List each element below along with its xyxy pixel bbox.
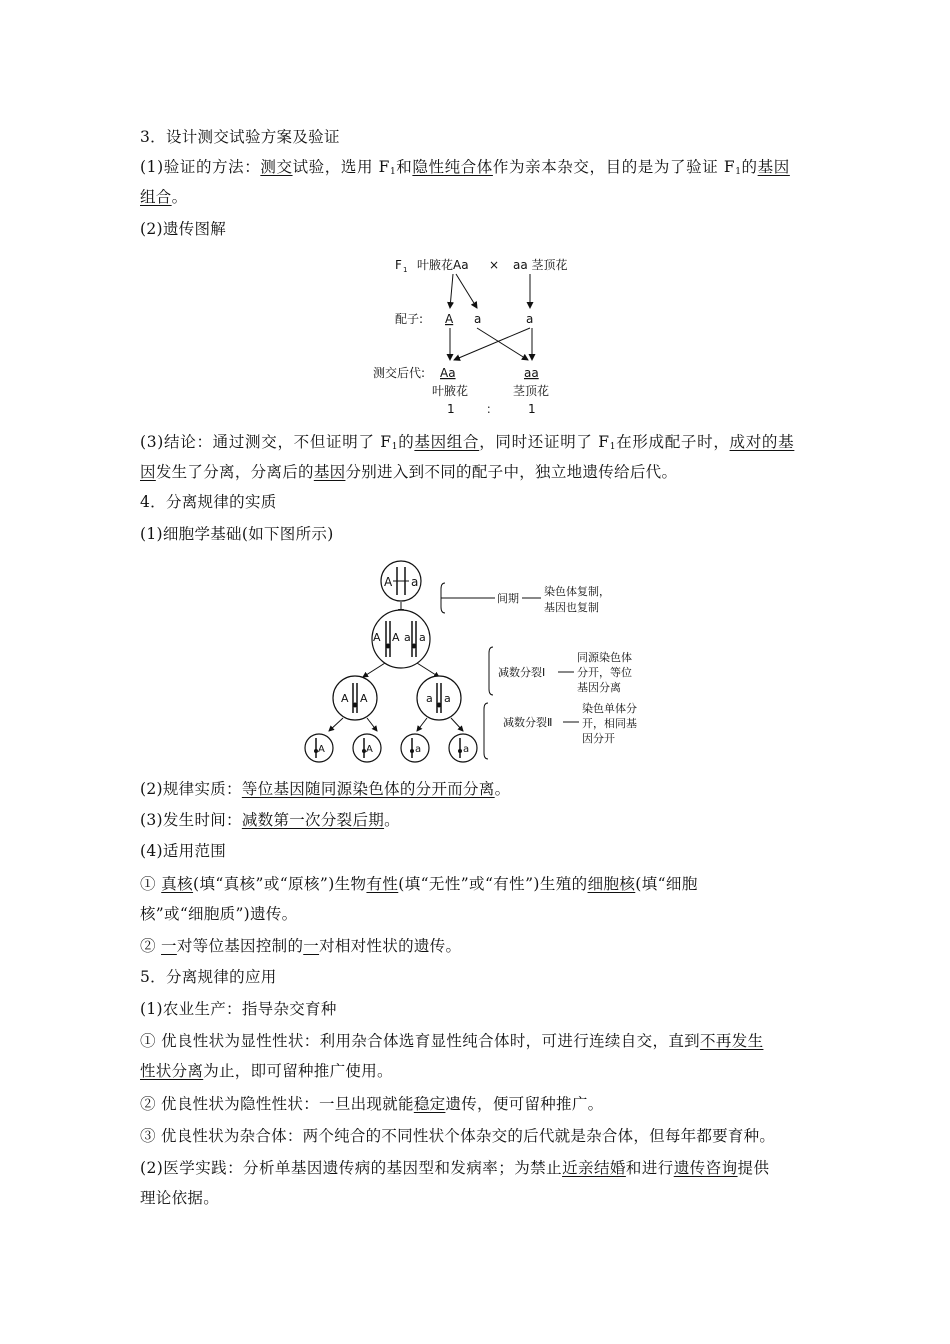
text: 和进行 [625, 1159, 674, 1177]
stage-desc: 因分开 [582, 732, 615, 745]
gamete-a-1: a [474, 312, 482, 326]
text: 。 [171, 188, 188, 206]
answer-blank: 一 [161, 937, 177, 955]
stage-interphase: 间期 [497, 592, 519, 605]
allele: A [366, 744, 373, 755]
stage-desc: 染色单体分 [582, 702, 637, 715]
offspring-label: 测交后代: [373, 366, 426, 380]
stage-desc: 分开，等位 [577, 666, 632, 679]
answer-blank: 细胞核 [587, 875, 636, 893]
f1-subscript: 1 [403, 266, 408, 274]
text: (填“细胞 [635, 875, 698, 893]
sec4-p3 [140, 810, 820, 830]
gamete-cell-2 [353, 734, 381, 762]
text: 在形成配子时， [616, 433, 730, 451]
sec4-p4: (4)适用范围 [140, 842, 227, 860]
answer-blank: 不再发生 [700, 1032, 764, 1050]
text: (填“真核”或“原核”)生物 [193, 875, 367, 893]
answer-blank: 组合 [140, 188, 172, 206]
text: (2)规律实质： [140, 780, 242, 798]
ratio-separator: ： [486, 402, 499, 416]
sec4-p1: (1)细胞学基础(如下图所示) [140, 525, 334, 543]
text: 作为亲本杂交，目的是为了验证 F [492, 158, 736, 176]
parent-2: aa 茎顶花 [513, 258, 568, 272]
gamete-label: 配子: [395, 312, 424, 326]
allele: A [341, 692, 349, 705]
answer-blank: 真核 [161, 875, 194, 893]
allele: A [373, 631, 381, 644]
offspring-phenotype-1: 叶腋花 [432, 384, 469, 398]
text: 分别进入到不同的配子中，独立地遗传给后代。 [345, 463, 678, 481]
subscript: 1 [609, 442, 617, 452]
allele: a [419, 631, 426, 644]
offspring-Aa: Aa [440, 366, 456, 380]
text: 的 [741, 158, 758, 176]
stage-desc: 基因也复制 [544, 601, 599, 614]
allele: a [426, 692, 433, 705]
text: 发生了分离，分离后的 [155, 463, 314, 481]
gamete-a-2: a [526, 312, 534, 326]
section-4-heading: 4．分离规律的实质 [140, 493, 277, 511]
allele: a [444, 692, 451, 705]
sec3-p3-line2 [140, 462, 820, 482]
sec4-p5-line1 [140, 874, 820, 894]
text: ① 优良性状为显性性状：利用杂合体选育显性纯合体时，可进行连续自交，直到 [140, 1032, 701, 1050]
answer-blank: 基因 [757, 158, 790, 176]
answer-blank: 成对的基 [729, 433, 795, 451]
arrow [477, 328, 528, 360]
parent-1: 叶腋花Aa [417, 258, 469, 272]
answer-blank: 基因 [313, 463, 346, 481]
text: 遗传，便可留种推广。 [445, 1095, 604, 1113]
text: (3)发生时间： [140, 811, 242, 829]
text: 对等位基因控制的 [176, 937, 304, 955]
sec4-p5-line2: 核”或“细胞质”)遗传。 [140, 905, 298, 923]
text: 和 [396, 158, 413, 176]
answer-blank: 隐性纯合体 [412, 158, 493, 176]
subscript: 1 [391, 442, 399, 452]
sec5-p2-line2 [140, 1061, 820, 1081]
text: (填“无性”或“有性”)生殖的 [398, 875, 588, 893]
stage-meiosis-2: 减数分裂Ⅱ [503, 716, 553, 729]
cell-meiosis-1-right [417, 676, 461, 720]
answer-blank: 遗传咨询 [673, 1159, 738, 1177]
sec5-p2-line1 [140, 1031, 820, 1051]
stage-desc: 染色体复制， [544, 585, 610, 598]
allele: A [360, 692, 368, 705]
answer-blank: 一 [303, 937, 320, 955]
offspring-aa: aa [524, 366, 539, 380]
sec3-p1-line2 [140, 187, 820, 207]
answer-blank: 稳定 [413, 1095, 446, 1113]
f1-label: F [395, 258, 402, 272]
section-5-heading: 5．分离规律的应用 [140, 968, 277, 986]
section-3-heading: 3．设计测交试验方案及验证 [140, 128, 340, 146]
answer-blank: 近亲结婚 [562, 1159, 626, 1177]
sec4-p6 [140, 936, 820, 956]
text: 。 [384, 811, 400, 829]
cell-interphase [381, 561, 421, 601]
sec3-p3-line1 [140, 432, 820, 457]
sec5-p3 [140, 1094, 820, 1114]
text: (2)医学实践：分析单基因遗传病的基因型和发病率；为禁止 [140, 1159, 563, 1177]
text: ，同时还证明了 F [479, 433, 610, 451]
subscript: 1 [735, 167, 742, 177]
sec5-p5-line1 [140, 1158, 820, 1178]
answer-blank: 减数第一次分裂后期 [241, 811, 385, 829]
offspring-phenotype-2: 茎顶花 [513, 384, 550, 398]
text: 对相对性状的遗传。 [319, 937, 462, 955]
text: 试验，选用 F [292, 158, 390, 176]
gamete-A: A [445, 312, 454, 326]
answer-blank: 性状分离 [140, 1062, 204, 1080]
text: 。 [494, 780, 511, 798]
cross-sign: × [489, 258, 500, 272]
answer-blank: 基因组合 [414, 433, 480, 451]
bracket [484, 703, 488, 759]
gamete-cell-1 [305, 734, 333, 762]
ratio-2: 1 [528, 402, 536, 416]
gamete-cell-3 [401, 734, 429, 762]
cell-meiosis-1-left [333, 676, 377, 720]
sec5-p4: ③ 优良性状为杂合体：两个纯合的不同性状个体杂交的后代就是杂合体，但每年都要育种。 [140, 1127, 776, 1145]
answer-blank: 因 [140, 463, 156, 481]
stage-desc: 开，相同基 [582, 717, 637, 730]
answer-blank: 测交 [260, 158, 293, 176]
arrow [456, 274, 477, 308]
allele: A [318, 744, 325, 755]
genetic-cross-diagram [360, 252, 600, 418]
allele: a [404, 631, 411, 644]
allele: a [415, 744, 422, 755]
sec3-p2: (2)遗传图解 [140, 220, 227, 238]
ratio-1: 1 [447, 402, 455, 416]
text: 的 [398, 433, 415, 451]
meiosis-diagram [295, 555, 675, 773]
sec3-p1-line1 [140, 157, 820, 182]
allele: A [384, 575, 393, 589]
subscript: 1 [389, 167, 397, 177]
stage-desc: 基因分离 [577, 681, 621, 694]
text: ① [140, 875, 162, 893]
text: (1)验证的方法： [140, 158, 261, 176]
text: 提供 [737, 1159, 770, 1177]
allele: a [411, 575, 419, 589]
allele: a [463, 744, 470, 755]
answer-blank: 有性 [366, 875, 399, 893]
sec4-p2 [140, 779, 820, 799]
answer-blank: 等位基因随同源染色体的分开而分离 [241, 780, 495, 798]
text: ② 优良性状为隐性性状：一旦出现就能 [140, 1095, 414, 1113]
gamete-cell-4 [449, 734, 477, 762]
arrow [450, 274, 453, 308]
arrow [454, 328, 530, 360]
text: ② [140, 937, 162, 955]
sec5-p1: (1)农业生产：指导杂交育种 [140, 1000, 337, 1018]
allele: A [392, 631, 400, 644]
stage-desc: 同源染色体 [577, 651, 632, 664]
bracket [489, 647, 493, 695]
cell-duplicated [372, 610, 430, 668]
text: 为止，即可留种推广使用。 [203, 1062, 393, 1080]
sec5-p5-line2: 理论依据。 [140, 1189, 220, 1207]
text: (3)结论：通过测交，不但证明了 F [140, 433, 392, 451]
stage-meiosis-1: 减数分裂Ⅰ [498, 666, 546, 679]
